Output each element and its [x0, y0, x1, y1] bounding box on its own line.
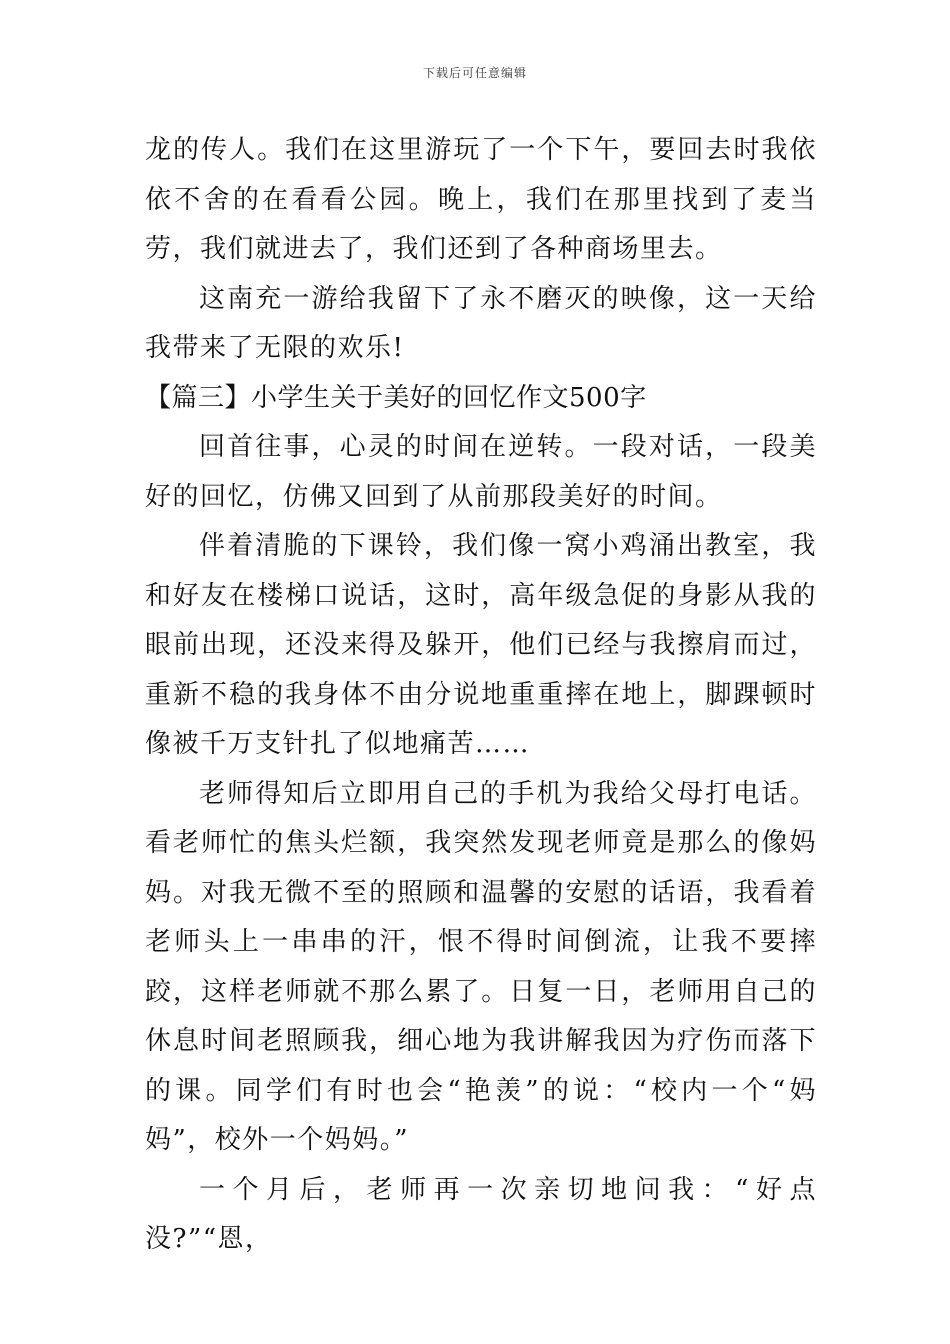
paragraph-intro: 回首往事，心灵的时间在逆转。一段对话，一段美好的回忆，仿佛又回到了从前那段美好的时间。: [145, 432, 817, 512]
page-header: 下载后可任意编辑: [422, 66, 527, 80]
document-body: [145, 126, 817, 1265]
paragraph-month-later: 一个月后，老师再一次亲切地问我：“好点没?”“恩，: [145, 1174, 817, 1254]
section-title: 【篇三】小学生关于美好的回忆作文500字: [145, 382, 647, 413]
paragraph-incident: 伴着清脆的下课铃，我们像一窝小鸡涌出教室，我和好友在楼梯口说话，这时，高年级急促的身影从我的眼前出现，还没来得及躲开，他们已经与我擦肩而过，重新不稳的我身体不由分说地重重摔在地上，脚踝顿时像被千万支针扎了似地痛苦……: [145, 531, 817, 759]
paragraph-conclusion: 这南充一游给我留下了永不磨灭的映像，这一天给我带来了无限的欢乐!: [145, 283, 817, 363]
paragraph-continuation: 龙的传人。我们在这里游玩了一个下午，要回去时我依依不舍的在看看公园。晚上，我们在那里找到了麦当劳，我们就进去了，我们还到了各种商场里去。: [145, 135, 817, 264]
paragraph-teacher-care: 老师得知后立即用自己的手机为我给父母打电话。看老师忙的焦头烂额，我突然发现老师竟是那么的像妈妈。对我无微不至的照顾和温馨的安慰的话语，我看着老师头上一串串的汗，恨不得时间倒流，让我不要摔跤，这样老师就不那么累了。日复一日，老师用自己的休息时间老照顾我，细心地为我讲解我因为疗伤而落下的课。同学们有时也会“艳羡”的说：“校内一个“妈妈”，校外一个妈妈。”: [145, 778, 817, 1155]
